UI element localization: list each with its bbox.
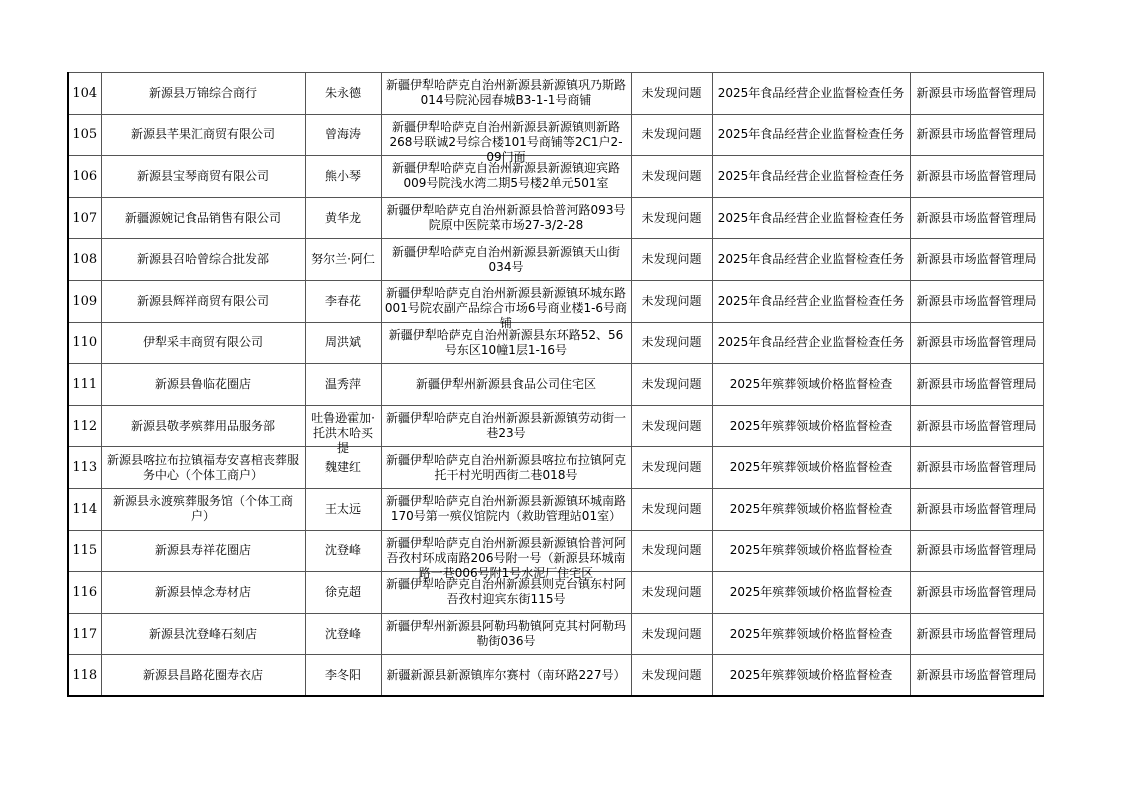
table-row bbox=[68, 239, 1043, 281]
legal-representative-cell-text: 李冬阳 bbox=[324, 667, 361, 682]
inspecting-agency-cell-text: 新源县市场监督管理局 bbox=[916, 376, 1037, 391]
inspection-task-cell bbox=[712, 655, 910, 697]
address-cell bbox=[381, 280, 631, 331]
inspecting-agency-cell-text: 新源县市场监督管理局 bbox=[916, 293, 1037, 308]
business-name-cell bbox=[101, 405, 305, 447]
inspection-task-cell bbox=[712, 280, 910, 322]
address-cell bbox=[381, 405, 631, 447]
row-number-text: 116 bbox=[72, 584, 98, 600]
inspection-task-cell bbox=[712, 405, 910, 447]
inspection-task-cell-text: 2025年食品经营企业监督检查任务 bbox=[717, 168, 905, 183]
inspection-result-cell bbox=[631, 405, 712, 447]
business-name-cell-text: 新源县永渡殡葬服务馆（个体工商户） bbox=[112, 494, 293, 524]
inspecting-agency-cell bbox=[910, 447, 1043, 489]
inspection-task-cell bbox=[712, 364, 910, 406]
row-number bbox=[68, 239, 101, 281]
row-number-text: 117 bbox=[72, 626, 98, 642]
legal-representative-cell-text: 熊小琴 bbox=[324, 168, 361, 183]
legal-representative-cell bbox=[305, 197, 381, 239]
row-number bbox=[68, 655, 101, 697]
inspection-task-cell bbox=[712, 572, 910, 614]
address-cell-text: 新疆伊犁哈萨克自治州新源县喀拉布拉镇阿克托干村光明西街二巷018号 bbox=[385, 452, 626, 482]
legal-representative-cell bbox=[305, 572, 381, 614]
inspecting-agency-cell-text: 新源县市场监督管理局 bbox=[916, 210, 1037, 225]
row-number-text: 104 bbox=[72, 85, 98, 101]
legal-representative-cell bbox=[305, 156, 381, 198]
inspection-result-cell bbox=[631, 488, 712, 530]
inspection-result-cell bbox=[631, 73, 712, 115]
row-number-text: 118 bbox=[72, 667, 98, 683]
inspecting-agency-cell bbox=[910, 114, 1043, 156]
inspection-result-cell bbox=[631, 197, 712, 239]
address-cell-text: 新疆伊犁哈萨克自治州新源县新源镇巩乃斯路014号院沁园春城B3-1-1号商铺 bbox=[385, 78, 626, 108]
address-cell bbox=[381, 530, 631, 580]
business-name-cell-text: 新源县宝琴商贸有限公司 bbox=[136, 168, 269, 183]
business-name-cell-text: 新源县喀拉布拉镇福寿安喜棺丧葬服务中心（个体工商户） bbox=[106, 452, 299, 482]
business-name-cell-text: 新源县鲁临花圈店 bbox=[154, 376, 251, 391]
inspection-task-cell bbox=[712, 530, 910, 572]
address-cell-text: 新疆伊犁哈萨克自治州新源县东环路52、56号东区10幢1层1-16号 bbox=[388, 327, 624, 357]
table-row bbox=[68, 280, 1043, 322]
legal-representative-cell-text: 努尔兰·阿仁 bbox=[311, 252, 375, 267]
address-cell bbox=[381, 655, 631, 697]
table-row bbox=[68, 156, 1043, 198]
inspection-result-cell bbox=[631, 364, 712, 406]
inspection-task-cell bbox=[712, 156, 910, 198]
address-cell-text: 新疆伊犁哈萨克自治州新源县则克台镇东村阿吾孜村迎宾东街115号 bbox=[385, 577, 626, 607]
business-name-cell-text: 新源县寿祥花圈店 bbox=[154, 543, 251, 558]
inspecting-agency-cell-text: 新源县市场监督管理局 bbox=[916, 501, 1037, 516]
row-number-text: 112 bbox=[72, 418, 98, 434]
row-number bbox=[68, 197, 101, 239]
inspection-result-cell-text: 未发现问题 bbox=[641, 252, 702, 267]
inspecting-agency-cell bbox=[910, 405, 1043, 447]
inspecting-agency-cell-text: 新源县市场监督管理局 bbox=[916, 252, 1037, 267]
inspection-task-cell-text: 2025年殡葬领域价格监督检查 bbox=[729, 376, 893, 391]
legal-representative-cell bbox=[305, 405, 381, 456]
legal-representative-cell bbox=[305, 73, 381, 115]
business-name-cell bbox=[101, 613, 305, 655]
inspection-result-cell-text: 未发现问题 bbox=[641, 127, 702, 142]
business-name-cell-text: 新源县昌路花圈寿衣店 bbox=[142, 667, 263, 682]
inspection-result-cell-text: 未发现问题 bbox=[641, 501, 702, 516]
legal-representative-cell-text: 温秀萍 bbox=[324, 376, 361, 391]
inspecting-agency-cell bbox=[910, 322, 1043, 364]
table-row bbox=[68, 530, 1043, 572]
address-cell bbox=[381, 364, 631, 406]
business-name-cell-text: 伊犁采丰商贸有限公司 bbox=[142, 335, 263, 350]
inspection-result-cell-text: 未发现问题 bbox=[641, 543, 702, 558]
inspecting-agency-cell bbox=[910, 239, 1043, 281]
inspection-result-cell-text: 未发现问题 bbox=[641, 626, 702, 641]
legal-representative-cell bbox=[305, 239, 381, 281]
inspecting-agency-cell bbox=[910, 197, 1043, 239]
inspection-result-cell bbox=[631, 239, 712, 281]
inspection-task-cell-text: 2025年殡葬领域价格监督检查 bbox=[729, 501, 893, 516]
inspection-task-cell bbox=[712, 322, 910, 364]
business-name-cell bbox=[101, 488, 305, 530]
address-cell-text: 新疆伊犁州新源县食品公司住宅区 bbox=[415, 376, 596, 391]
address-cell-text: 新疆伊犁哈萨克自治州新源县新源镇劳动街一巷23号 bbox=[385, 411, 626, 441]
business-name-cell bbox=[101, 447, 305, 489]
address-cell-text: 新疆伊犁哈萨克自治州新源县新源镇天山街034号 bbox=[391, 244, 620, 274]
address-cell-text: 新疆伊犁哈萨克自治州新源县恰普河路093号院原中医院菜市场27-3/2-28 bbox=[386, 203, 626, 233]
table-row bbox=[68, 322, 1043, 364]
legal-representative-cell-text: 朱永德 bbox=[324, 85, 361, 100]
legal-representative-cell bbox=[305, 280, 381, 322]
row-number bbox=[68, 530, 101, 572]
inspecting-agency-cell bbox=[910, 488, 1043, 530]
business-name-cell-text: 新源县召哈曾综合批发部 bbox=[136, 252, 269, 267]
inspection-task-cell-text: 2025年食品经营企业监督检查任务 bbox=[717, 293, 905, 308]
inspection-task-cell bbox=[712, 239, 910, 281]
business-name-cell bbox=[101, 530, 305, 572]
inspection-task-cell bbox=[712, 447, 910, 489]
inspection-result-cell-text: 未发现问题 bbox=[641, 293, 702, 308]
inspection-result-cell bbox=[631, 114, 712, 156]
inspection-task-cell bbox=[712, 613, 910, 655]
inspecting-agency-cell bbox=[910, 530, 1043, 572]
row-number-text: 109 bbox=[72, 293, 98, 309]
inspection-result-cell bbox=[631, 655, 712, 697]
address-cell-text: 新疆伊犁哈萨克自治州新源县新源镇环城南路170号第一殡仪馆院内（救助管理站01室） bbox=[385, 494, 626, 524]
inspection-task-cell-text: 2025年殡葬领域价格监督检查 bbox=[729, 584, 893, 599]
address-cell bbox=[381, 447, 631, 489]
inspection-task-cell bbox=[712, 73, 910, 115]
address-cell bbox=[381, 156, 631, 198]
inspection-result-cell-text: 未发现问题 bbox=[641, 376, 702, 391]
legal-representative-cell-text: 吐鲁逊霍加·托洪木哈买提 bbox=[311, 411, 375, 456]
inspection-result-cell-text: 未发现问题 bbox=[641, 85, 702, 100]
inspecting-agency-cell bbox=[910, 613, 1043, 655]
row-number-text: 114 bbox=[72, 501, 98, 517]
address-cell bbox=[381, 488, 631, 530]
inspection-result-cell bbox=[631, 572, 712, 614]
business-name-cell bbox=[101, 322, 305, 364]
inspection-result-cell bbox=[631, 447, 712, 489]
inspection-result-cell-text: 未发现问题 bbox=[641, 418, 702, 433]
inspection-result-cell-text: 未发现问题 bbox=[641, 168, 702, 183]
legal-representative-cell bbox=[305, 613, 381, 655]
business-name-cell bbox=[101, 572, 305, 614]
address-cell bbox=[381, 197, 631, 239]
inspection-result-cell bbox=[631, 322, 712, 364]
address-cell bbox=[381, 572, 631, 614]
inspecting-agency-cell bbox=[910, 280, 1043, 322]
address-cell-text: 新疆伊犁哈萨克自治州新源县新源镇环城东路001号院农副产品综合市场6号商业楼1-6号商铺 bbox=[384, 286, 628, 331]
inspection-task-cell-text: 2025年食品经营企业监督检查任务 bbox=[717, 252, 905, 267]
legal-representative-cell bbox=[305, 488, 381, 530]
row-number bbox=[68, 488, 101, 530]
row-number bbox=[68, 73, 101, 115]
inspection-result-cell bbox=[631, 613, 712, 655]
business-name-cell bbox=[101, 114, 305, 156]
row-number bbox=[68, 322, 101, 364]
inspecting-agency-cell-text: 新源县市场监督管理局 bbox=[916, 584, 1037, 599]
business-name-cell-text: 新源县敬孝殡葬用品服务部 bbox=[130, 418, 275, 433]
row-number bbox=[68, 613, 101, 655]
address-cell bbox=[381, 114, 631, 164]
inspecting-agency-cell-text: 新源县市场监督管理局 bbox=[916, 543, 1037, 558]
inspecting-agency-cell-text: 新源县市场监督管理局 bbox=[916, 335, 1037, 350]
inspection-task-cell-text: 2025年殡葬领域价格监督检查 bbox=[729, 667, 893, 682]
business-name-cell bbox=[101, 239, 305, 281]
inspection-task-cell-text: 2025年食品经营企业监督检查任务 bbox=[717, 127, 905, 142]
inspecting-agency-cell bbox=[910, 572, 1043, 614]
inspection-task-cell-text: 2025年殡葬领域价格监督检查 bbox=[729, 543, 893, 558]
row-number bbox=[68, 280, 101, 322]
inspection-task-cell-text: 2025年殡葬领域价格监督检查 bbox=[729, 418, 893, 433]
inspecting-agency-cell bbox=[910, 655, 1043, 697]
inspection-result-cell-text: 未发现问题 bbox=[641, 335, 702, 350]
table-row bbox=[68, 447, 1043, 489]
table-row bbox=[68, 572, 1043, 614]
row-number-text: 108 bbox=[72, 252, 98, 268]
legal-representative-cell bbox=[305, 530, 381, 572]
business-name-cell-text: 新源县辉祥商贸有限公司 bbox=[136, 293, 269, 308]
row-number-text: 111 bbox=[72, 376, 98, 392]
inspecting-agency-cell-text: 新源县市场监督管理局 bbox=[916, 127, 1037, 142]
inspection-results-table bbox=[67, 72, 1044, 697]
table-row bbox=[68, 405, 1043, 447]
business-name-cell bbox=[101, 197, 305, 239]
row-number bbox=[68, 114, 101, 156]
legal-representative-cell-text: 沈登峰 bbox=[324, 626, 361, 641]
address-cell-text: 新疆新源县新源镇库尔赛村（南环路227号） bbox=[386, 667, 626, 682]
inspecting-agency-cell bbox=[910, 73, 1043, 115]
row-number bbox=[68, 405, 101, 447]
row-number bbox=[68, 572, 101, 614]
address-cell-text: 新疆伊犁哈萨克自治州新源县新源镇恰普河阿吾孜村环成南路206号附一号（新源县环城南路一巷006号附1号水泥厂住宅区 bbox=[385, 535, 626, 580]
row-number bbox=[68, 364, 101, 406]
inspection-result-cell bbox=[631, 530, 712, 572]
legal-representative-cell-text: 魏建红 bbox=[324, 460, 361, 475]
inspection-result-cell bbox=[631, 280, 712, 322]
inspection-result-cell-text: 未发现问题 bbox=[641, 210, 702, 225]
legal-representative-cell bbox=[305, 364, 381, 406]
legal-representative-cell-text: 徐克超 bbox=[324, 584, 361, 599]
business-name-cell-text: 新源县芊果汇商贸有限公司 bbox=[130, 127, 275, 142]
address-cell-text: 新疆伊犁州新源县阿勒玛勒镇阿克其村阿勒玛勒街036号 bbox=[385, 619, 626, 649]
address-cell bbox=[381, 613, 631, 655]
address-cell bbox=[381, 73, 631, 115]
legal-representative-cell bbox=[305, 655, 381, 697]
table-row bbox=[68, 197, 1043, 239]
row-number-text: 113 bbox=[72, 460, 98, 476]
legal-representative-cell-text: 周洪斌 bbox=[324, 335, 361, 350]
table-row bbox=[68, 114, 1043, 156]
inspecting-agency-cell-text: 新源县市场监督管理局 bbox=[916, 460, 1037, 475]
inspection-task-cell-text: 2025年食品经营企业监督检查任务 bbox=[717, 335, 905, 350]
inspection-result-cell bbox=[631, 156, 712, 198]
address-cell bbox=[381, 322, 631, 364]
inspection-result-cell-text: 未发现问题 bbox=[641, 584, 702, 599]
inspection-task-cell-text: 2025年殡葬领域价格监督检查 bbox=[729, 460, 893, 475]
inspecting-agency-cell-text: 新源县市场监督管理局 bbox=[916, 626, 1037, 641]
inspecting-agency-cell bbox=[910, 364, 1043, 406]
business-name-cell-text: 新源县悼念寿材店 bbox=[154, 584, 251, 599]
row-number-text: 106 bbox=[72, 168, 98, 184]
table-row bbox=[68, 613, 1043, 655]
legal-representative-cell bbox=[305, 114, 381, 156]
inspection-result-cell-text: 未发现问题 bbox=[641, 667, 702, 682]
business-name-cell-text: 新疆源婉记食品销售有限公司 bbox=[124, 210, 281, 225]
inspecting-agency-cell-text: 新源县市场监督管理局 bbox=[916, 418, 1037, 433]
legal-representative-cell-text: 曾海涛 bbox=[324, 127, 361, 142]
inspection-task-cell bbox=[712, 114, 910, 156]
business-name-cell bbox=[101, 655, 305, 697]
table-row bbox=[68, 364, 1043, 406]
inspection-task-cell bbox=[712, 488, 910, 530]
row-number-text: 107 bbox=[72, 210, 98, 226]
row-number-text: 110 bbox=[72, 335, 98, 351]
business-name-cell bbox=[101, 364, 305, 406]
inspection-result-cell-text: 未发现问题 bbox=[641, 460, 702, 475]
table-row bbox=[68, 73, 1043, 115]
business-name-cell bbox=[101, 73, 305, 115]
inspection-task-cell-text: 2025年食品经营企业监督检查任务 bbox=[717, 85, 905, 100]
inspecting-agency-cell-text: 新源县市场监督管理局 bbox=[916, 168, 1037, 183]
inspecting-agency-cell-text: 新源县市场监督管理局 bbox=[916, 85, 1037, 100]
business-name-cell bbox=[101, 280, 305, 322]
row-number bbox=[68, 447, 101, 489]
inspecting-agency-cell bbox=[910, 156, 1043, 198]
business-name-cell bbox=[101, 156, 305, 198]
business-name-cell-text: 新源县万锦综合商行 bbox=[148, 85, 257, 100]
inspecting-agency-cell-text: 新源县市场监督管理局 bbox=[916, 667, 1037, 682]
legal-representative-cell-text: 黄华龙 bbox=[324, 210, 361, 225]
inspection-task-cell-text: 2025年食品经营企业监督检查任务 bbox=[717, 210, 905, 225]
legal-representative-cell-text: 李春花 bbox=[324, 293, 361, 308]
legal-representative-cell-text: 沈登峰 bbox=[324, 543, 361, 558]
row-number-text: 105 bbox=[72, 127, 98, 143]
legal-representative-cell-text: 王太远 bbox=[324, 501, 361, 516]
business-name-cell-text: 新源县沈登峰石刻店 bbox=[148, 626, 257, 641]
inspection-task-cell bbox=[712, 197, 910, 239]
legal-representative-cell bbox=[305, 322, 381, 364]
address-cell bbox=[381, 239, 631, 281]
table-row bbox=[68, 488, 1043, 530]
row-number bbox=[68, 156, 101, 198]
table-row bbox=[68, 655, 1043, 697]
address-cell-text: 新疆伊犁哈萨克自治州新源县新源镇则新路268号联诚2号综合楼101号商铺等2C1户2-09门面 bbox=[389, 119, 623, 164]
inspection-task-cell-text: 2025年殡葬领域价格监督检查 bbox=[729, 626, 893, 641]
address-cell-text: 新疆伊犁哈萨克自治州新源县新源镇迎宾路009号院浅水湾二期5号楼2单元501室 bbox=[391, 161, 620, 191]
row-number-text: 115 bbox=[72, 543, 98, 559]
